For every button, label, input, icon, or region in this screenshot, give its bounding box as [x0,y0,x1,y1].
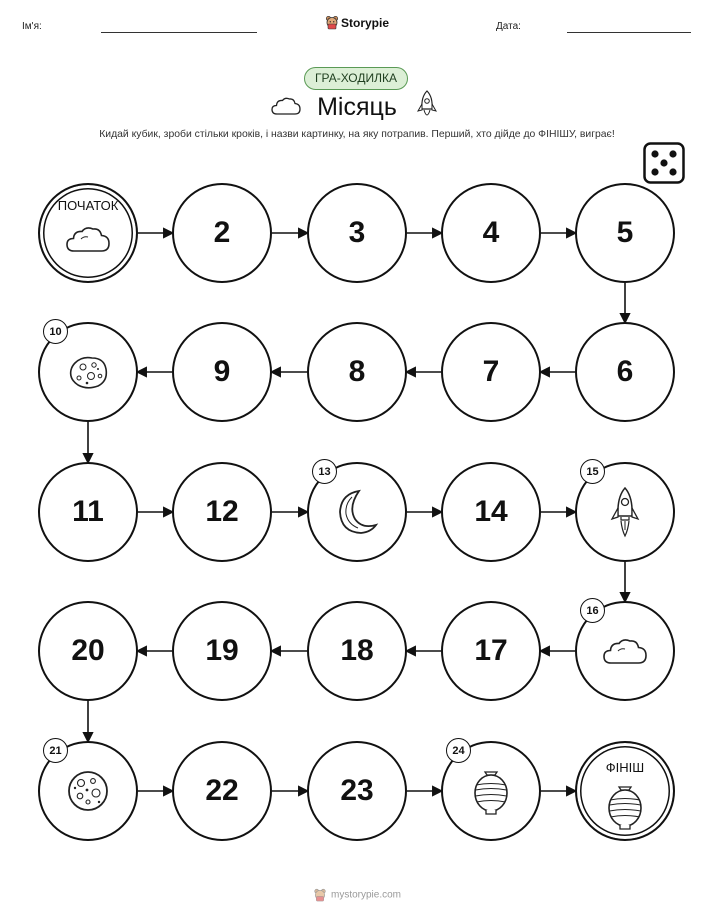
moon-icon [66,769,110,813]
bear-icon [313,888,327,902]
planet-icon [577,781,673,831]
cell-number-badge: 10 [43,319,68,344]
board-cell-16 [575,601,675,701]
cell-number: 11 [72,495,104,528]
board-cell-21 [38,741,138,841]
cell-number: 23 [340,774,374,807]
start-label: ПОЧАТОК [57,198,119,213]
cell-number-badge: 21 [43,738,68,763]
cell-number: 4 [482,216,500,249]
rocket-icon [610,486,640,538]
board-cell-24 [441,741,541,841]
game-type-badge: ГРА-ХОДИЛКА [304,67,408,90]
finish-cell [575,741,675,841]
name-label: Ім'я: [22,21,42,32]
crescent-moon-icon [335,488,379,536]
board-cell-19 [172,601,272,701]
board-cell-14 [441,462,541,562]
cell-number: 19 [205,634,239,667]
cell-number-badge: 13 [312,459,337,484]
cell-number-badge: 24 [446,738,471,763]
board-cell-6 [575,322,675,422]
board-cell-13 [307,462,407,562]
cell-number: 14 [474,495,508,528]
board-cell-10 [38,322,138,422]
page-title: Місяць [317,93,397,121]
board-cell-3 [307,183,407,283]
board-cell-22 [172,741,272,841]
board-cell-5 [575,183,675,283]
cell-number: 3 [348,216,366,249]
cell-number: 8 [348,355,366,388]
date-label: Дата: [496,21,521,32]
cell-number: 6 [616,355,634,388]
cloud-icon [40,223,136,255]
cell-number: 9 [213,355,231,388]
cell-number: 7 [482,355,500,388]
cell-number: 17 [474,634,508,667]
cell-number-badge: 16 [580,598,605,623]
board-cell-11 [38,462,138,562]
board-cell-7 [441,322,541,422]
cell-number-badge: 15 [580,459,605,484]
board-cell-20 [38,601,138,701]
board-cell-18 [307,601,407,701]
footer-url: mystorypie.com [330,889,401,901]
cell-number: 5 [616,216,634,249]
start-cell [38,183,138,283]
cell-number: 12 [205,495,239,528]
instructions: Кидай кубик, зроби стільки кроків, і назви картинку, на яку потрапив. Перший, хто дійде до ФІНІШУ, виграє! [99,129,615,140]
planet-icon [471,766,511,816]
asteroid-icon [67,354,109,390]
footer [0,888,714,902]
cell-number: 2 [213,216,231,249]
board-cell-17 [441,601,541,701]
cell-number: 22 [205,774,239,807]
board-cell-15 [575,462,675,562]
cloud-icon [601,635,649,667]
finish-label: ФІНІШ [605,760,645,775]
board-cell-8 [307,322,407,422]
cell-number: 20 [71,634,105,667]
cell-number: 18 [340,634,374,667]
board-cell-12 [172,462,272,562]
board-cell-4 [441,183,541,283]
brand-name: Storypie [340,15,389,30]
board-cell-2 [172,183,272,283]
board-cell-23 [307,741,407,841]
board-cell-9 [172,322,272,422]
